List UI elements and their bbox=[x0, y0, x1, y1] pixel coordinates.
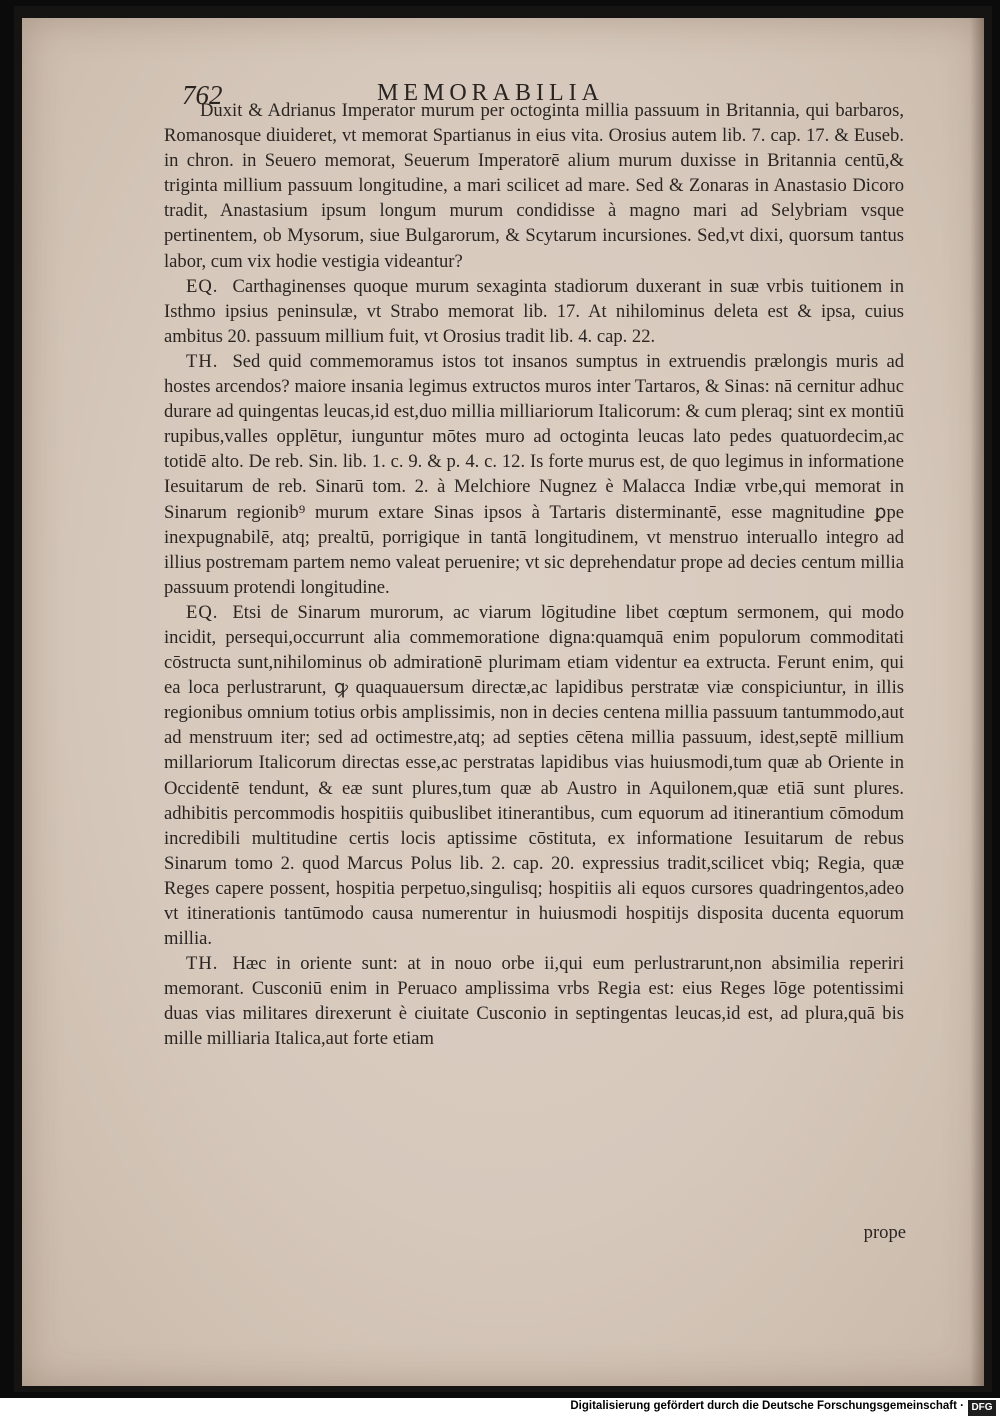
speaker-label: TH. bbox=[186, 350, 219, 372]
paragraph-text: Etsi de Sinarum murorum, ac viarum lōgitudine libet cœptum sermonem, qui modo incidit, persequi,occurrunt alia commemoratione digna:quamquā enim populorum commoditati cōstructa sunt,nihilominus ob admirationē plurimam etiam videntur ea extructa. Ferunt enim, qui ea loca perlustrarunt, ꝙ quaquauersum directæ,ac lapidibus perstratæ viæ conspiciuntur, in illis regionibus omnium totius orbis amplissimis, non in decies centena millia passuum tantummodo,aut ad menstruum iter; sed ad octimestre,atq; ad septies cētena millia passuum, idest,septē millium millariorum Italicorum directas esse,ac perstratas lapidibus vias huiusmodi,tum quæ ab Oriente in Occidentē tendunt, & eæ sunt plures,tum quæ ab Austro in Aquilonem,quæ etiā sunt plures. adhibitis percommodis hospitiis quibuslibet itinerantibus, cum equorum ad itinerantium cōmodum incredibili multitudine certis locis aptissime cōstituta, ex informatione Iesuitarum de rebus Sinarum tomo 2. quod Marcus Polus lib. 2. cap. 20. expressius tradit,scilicet vbiq; Regia, quæ Reges capere possent, hospitia perpetuo,singulisq; hospitiis ali equos cursores quadringentos,adeo vt itinerationis tantūmodo causa numerentur in huiusmodi hospitijs disposita ducenta equorum millia. bbox=[164, 601, 904, 950]
page-number: 762 bbox=[182, 80, 223, 110]
paragraph-2 bbox=[164, 274, 904, 349]
body-text bbox=[164, 98, 904, 1052]
dfg-logo-icon: DFG bbox=[968, 1400, 996, 1416]
paragraph-text: Hæc in oriente sunt: at in nouo orbe ii,qui eum perlustrarunt,non absimilia reperiri memorant. Cusconiū enim in Peruaco amplissima vrbs Regia est: eius Reges lōge potentissimi duas vias militares direxerunt è ciuitate Cusconio in septingentas leucas,id est, ad plura,quā bis mille milliaria Italica,aut forte etiam bbox=[164, 953, 904, 1050]
paragraph-text: Carthaginenses quoque murum sexaginta stadiorum duxerant in suæ vrbis tuitionem in Isthmo ipsius peninsulæ, vt Strabo memorat lib. 17. At nihilominus deleta est & ipsa, cuius ambitus 20. passuum millium fuit, vt Orosius tradit lib. 4. cap. 22. bbox=[164, 275, 904, 347]
paragraph-text: Duxit & Adrianus Imperator murum per octoginta millia passuum in Britannia, qui barbaros, Romanosque diuideret, vt memorat Spartianus in eius vita. Orosius autem lib. 7. cap. 17. & Euseb. in chron. in Seuero memorat, Seuerum Imperatorē alium murum duxisse in Britannia centū,& triginta millium passuum longitudine, a mari scilicet ad mare. Sed & Zonaras in Anastasio Dicoro tradit, Anastasium ipsum longum murum condidisse à magno mari ad Selybriam vsque pertinentem, ob Mysorum, siue Bulgarorum, & Scytarum incursiones. Sed,vt dixi, quorsum tantus labor, cum vix hodie vestigia videantur? bbox=[164, 100, 904, 272]
paragraph-5 bbox=[164, 951, 904, 1051]
footer-bar bbox=[0, 1398, 1000, 1419]
running-head: MEMORABILIA bbox=[377, 80, 604, 106]
catchword: prope bbox=[863, 1222, 906, 1243]
speaker-label: TH. bbox=[186, 953, 219, 975]
paragraph-1 bbox=[164, 98, 904, 274]
page-edge-shadow bbox=[970, 18, 984, 1386]
paragraph-4 bbox=[164, 600, 904, 951]
paragraph-text: Sed quid commemoramus istos tot insanos sumptus in extruendis prælongis muris ad hostes arcendos? maiore insania legimus extructos muros inter Tartaros, & Sinas: nā cernitur adhuc durare ad quingentas leucas,id est,duo millia milliariorum Italicorum: & cum pleraq; sint ex montiū rupibus,valles opplētur, iunguntur mōtes muro ad octoginta leucas lato pedes quatuordecim,ac totidē alto. De reb. Sin. lib. 1. c. 9. & p. 4. c. 12. Is forte murus est, de quo legimus in informatione Iesuitarum de reb. Sinarū tom. 2. à Melchiore Nugnez è Malacca Indiæ vrbe,qui memorat in Sinarum regionib⁹ murum extare Sinas ipsos à Tartaris disterminantē, esse magnitudine ꝑpe inexpugnabilē, atq; prealtū, porrigique in tantā longitudinem, vt menstruo interuallo integro ad illius postremam partem nemo valeat peruenire; vt sic deprehendatur prope ad decies centum millia passuum protendi longitudine. bbox=[164, 350, 904, 598]
speaker-label: EQ. bbox=[186, 601, 219, 623]
paragraph-3 bbox=[164, 349, 904, 600]
funding-credit: Digitalisierung gefördert durch die Deutsche Forschungsgemeinschaft · bbox=[570, 1400, 964, 1412]
speaker-label: EQ. bbox=[186, 275, 219, 297]
